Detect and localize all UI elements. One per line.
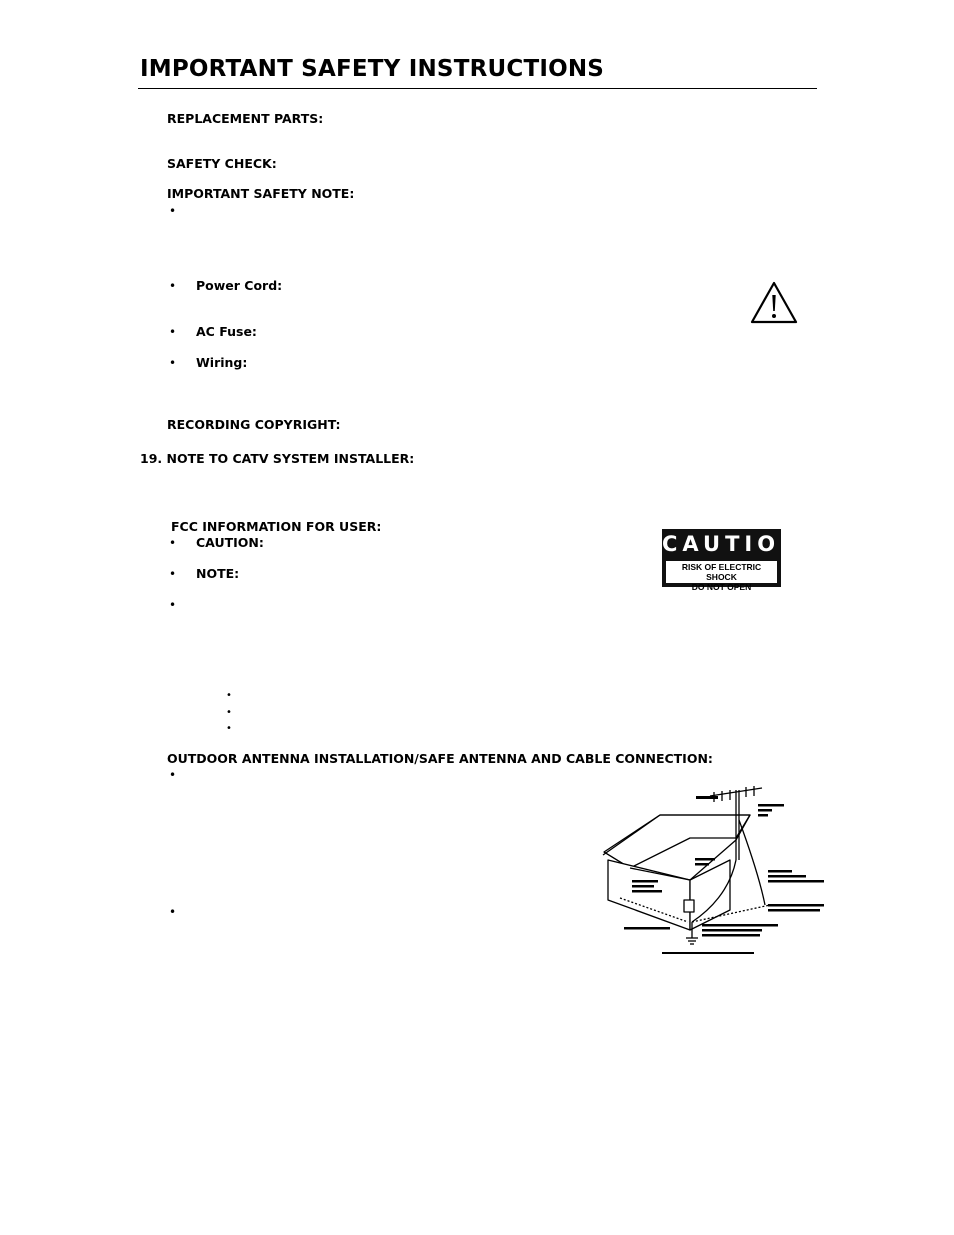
recording-copyright-heading: RECORDING COPYRIGHT: xyxy=(167,417,341,432)
ac-fuse-label: AC Fuse: xyxy=(196,324,257,339)
page-title: IMPORTANT SAFETY INSTRUCTIONS xyxy=(140,56,605,82)
caution-sign xyxy=(662,529,803,592)
title-underline xyxy=(138,88,817,89)
bullet: • xyxy=(169,905,177,919)
sub-bullet: • xyxy=(226,707,232,718)
antenna-grounding-diagram xyxy=(600,780,830,960)
warning-triangle-icon xyxy=(749,280,799,325)
wiring-label: Wiring: xyxy=(196,355,248,370)
bullet: • xyxy=(169,768,177,782)
bullet: • xyxy=(169,204,177,218)
caution-label: CAUTION: xyxy=(196,535,264,550)
bullet: • xyxy=(169,567,177,581)
bullet: • xyxy=(169,279,177,293)
replacement-parts-heading: REPLACEMENT PARTS: xyxy=(167,111,324,126)
bullet: • xyxy=(169,536,177,550)
caution-sign-line1: RISK OF ELECTRIC SHOCK xyxy=(681,562,762,582)
caution-sign-line2: DO NOT OPEN xyxy=(691,582,752,592)
catv-installer-heading: 19. NOTE TO CATV SYSTEM INSTALLER: xyxy=(140,451,415,466)
safety-check-heading: SAFETY CHECK: xyxy=(167,156,277,171)
bullet: • xyxy=(169,325,177,339)
caution-sign-text xyxy=(666,561,777,592)
bullet: • xyxy=(169,356,177,370)
outdoor-antenna-heading: OUTDOOR ANTENNA INSTALLATION/SAFE ANTENNA AND CABLE CONNECTION: xyxy=(167,751,713,766)
power-cord-label: Power Cord: xyxy=(196,278,283,293)
caution-sign-title: CAUTION xyxy=(662,532,803,556)
fcc-information-heading: FCC INFORMATION FOR USER: xyxy=(171,519,382,534)
important-safety-note-heading: IMPORTANT SAFETY NOTE: xyxy=(167,186,355,201)
note-label: NOTE: xyxy=(196,566,240,581)
bullet: • xyxy=(169,598,177,612)
sub-bullet: • xyxy=(226,690,232,701)
sub-bullet: • xyxy=(226,723,232,734)
